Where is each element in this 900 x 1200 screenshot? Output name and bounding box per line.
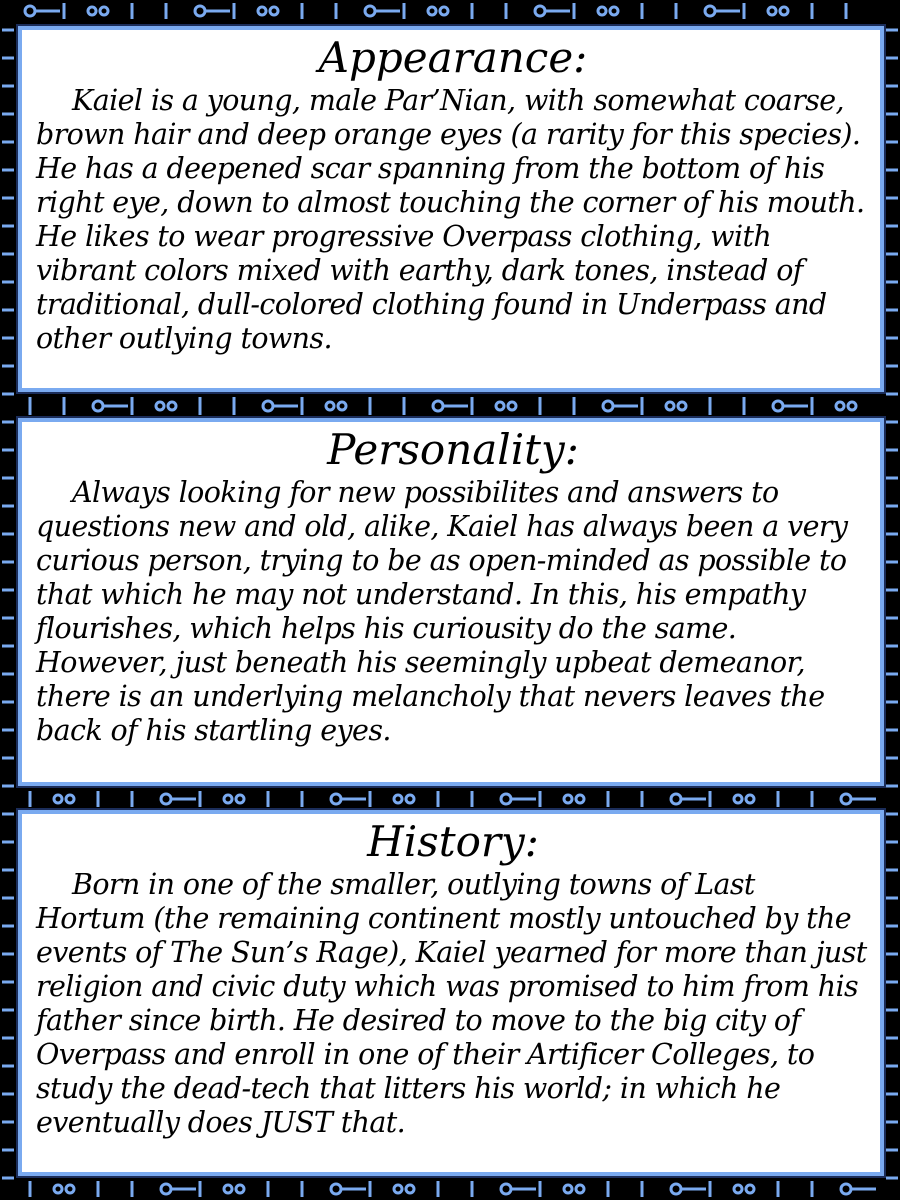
circuit-trace bbox=[365, 6, 375, 16]
circuit-trace bbox=[236, 795, 244, 803]
circuit-trace bbox=[501, 1184, 511, 1194]
circuit-trace bbox=[501, 794, 511, 804]
circuit-trace bbox=[236, 1185, 244, 1193]
circuit-trace bbox=[598, 7, 606, 15]
appearance-text: Kaiel is a young, male Par’Nian, with somewhat coarse, brown hair and deep orange eyes (a rarity for this species). He has a deepened scar spanning from the bottom of his right eye, down to almost touching the corner of his mouth. He likes to wear progressive Overpass clothing, with vibrant colors mixed with earthy, dark tones, instead of traditional, dull-colored clothing found in Underpass and other outlying towns. bbox=[36, 84, 865, 355]
circuit-trace bbox=[258, 7, 266, 15]
circuit-trace bbox=[406, 1185, 414, 1193]
circuit-trace bbox=[161, 794, 171, 804]
circuit-trace bbox=[848, 402, 856, 410]
personality-card bbox=[18, 418, 884, 786]
circuit-trace bbox=[331, 794, 341, 804]
circuit-trace bbox=[508, 402, 516, 410]
circuit-trace bbox=[678, 402, 686, 410]
circuit-trace bbox=[576, 795, 584, 803]
circuit-trace bbox=[394, 1185, 402, 1193]
circuit-trace bbox=[841, 1184, 851, 1194]
circuit-trace bbox=[93, 401, 103, 411]
circuit-trace bbox=[428, 7, 436, 15]
circuit-trace bbox=[768, 7, 776, 15]
circuit-trace bbox=[603, 401, 613, 411]
circuit-trace bbox=[780, 7, 788, 15]
circuit-trace bbox=[168, 402, 176, 410]
circuit-trace bbox=[440, 7, 448, 15]
circuit-trace bbox=[836, 402, 844, 410]
circuit-trace bbox=[224, 795, 232, 803]
circuit-trace bbox=[100, 7, 108, 15]
circuit-trace bbox=[394, 795, 402, 803]
history-text: Born in one of the smaller, outlying towns of Last Hortum (the remaining continent mostly untouched by the events of The Sun’s Rage), Kaiel yearned for more than just religion and civic duty which was promised to him from his father since birth. He desired to move to the big city of Overpass and enroll in one of their Artificer Colleges, to study the dead-tech that litters his world; in which he eventually does JUST that. bbox=[36, 868, 867, 1139]
circuit-trace bbox=[224, 1185, 232, 1193]
circuit-trace bbox=[841, 794, 851, 804]
circuit-trace bbox=[161, 1184, 171, 1194]
appearance-card bbox=[18, 26, 884, 392]
circuit-trace bbox=[326, 402, 334, 410]
circuit-trace bbox=[746, 795, 754, 803]
circuit-trace bbox=[406, 795, 414, 803]
circuit-trace bbox=[331, 1184, 341, 1194]
circuit-trace bbox=[734, 1185, 742, 1193]
personality-heading: Personality: bbox=[327, 425, 579, 474]
circuit-trace bbox=[66, 1185, 74, 1193]
circuit-trace bbox=[705, 6, 715, 16]
circuit-trace bbox=[263, 401, 273, 411]
circuit-trace bbox=[496, 402, 504, 410]
circuit-trace bbox=[773, 401, 783, 411]
history-heading: History: bbox=[367, 817, 539, 866]
circuit-trace bbox=[156, 402, 164, 410]
appearance-heading: Appearance: bbox=[318, 33, 588, 82]
circuit-trace bbox=[535, 6, 545, 16]
personality-text: Always looking for new possibilites and answers to questions new and old, alike, Kaiel has always been a very curious person, trying to be as open-minded as possible to that which he may not understand. In this, his empathy flourishes, which helps his curiousity do the same. However, just beneath his seemingly upbeat demeanor, there is an underlying melancholy that nevers leaves the back of his startling eyes. bbox=[36, 476, 848, 747]
circuit-trace bbox=[25, 6, 35, 16]
circuit-trace bbox=[66, 795, 74, 803]
circuit-trace bbox=[746, 1185, 754, 1193]
circuit-trace bbox=[564, 795, 572, 803]
circuit-trace bbox=[610, 7, 618, 15]
circuit-trace bbox=[671, 794, 681, 804]
circuit-trace bbox=[564, 1185, 572, 1193]
circuit-trace bbox=[734, 795, 742, 803]
circuit-trace bbox=[54, 795, 62, 803]
circuit-trace bbox=[433, 401, 443, 411]
circuit-trace bbox=[671, 1184, 681, 1194]
circuit-trace bbox=[666, 402, 674, 410]
circuit-trace bbox=[270, 7, 278, 15]
history-card bbox=[18, 810, 884, 1176]
circuit-trace bbox=[195, 6, 205, 16]
circuit-trace bbox=[54, 1185, 62, 1193]
circuit-trace bbox=[338, 402, 346, 410]
circuit-trace bbox=[88, 7, 96, 15]
circuit-trace bbox=[576, 1185, 584, 1193]
